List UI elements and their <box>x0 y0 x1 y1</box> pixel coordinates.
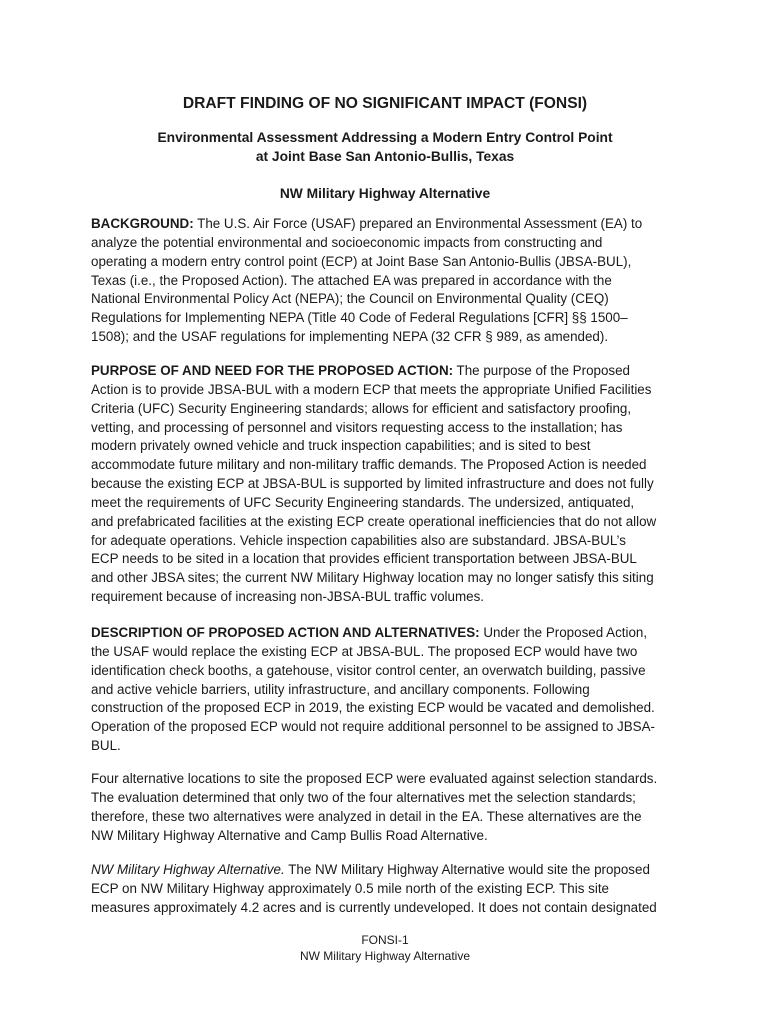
paragraph-line: and active vehicle barriers, utility infrastructure, and ancillary components. Following <box>91 681 590 697</box>
paragraph-line: operating a modern entry control point (ECP) at Joint Base San Antonio-Bullis (JBSA-BUL), <box>91 253 632 269</box>
paragraph-line: ECP needs to be sited in a location that provides efficient transportation between JBSA-BUL <box>91 551 637 567</box>
paragraph-line: Action is to provide JBSA-BUL with a modern ECP that meets the appropriate Unified Facilities <box>91 381 652 397</box>
footer-label: NW Military Highway Alternative <box>299 949 471 963</box>
paragraph-line: NW Military Highway Alternative. The NW Military Highway Alternative would site the proposed <box>91 862 650 877</box>
paragraph-line: DESCRIPTION OF PROPOSED ACTION AND ALTERNATIVES: Under the Proposed Action, <box>91 625 648 640</box>
paragraph-line: National Environmental Policy Act (NEPA); the Council on Environmental Quality (CEQ) <box>91 291 609 307</box>
nw-alternative-paragraph <box>91 861 691 918</box>
paragraph-line: modern privately owned vehicle and truck inspection capabilities; and is sited to best <box>91 438 591 454</box>
page-number: FONSI-1 <box>361 933 409 947</box>
paragraph-line: therefore, these two alternatives were analyzed in detail in the EA. These alternatives are the <box>91 808 642 824</box>
paragraph-line: construction of the proposed ECP in 2019, the existing ECP would be vacated and demolished. <box>91 700 655 716</box>
nw-alternative-heading: NW Military Highway Alternative. <box>91 862 285 877</box>
paragraph-line: The evaluation determined that only two of the four alternatives met the selection standards; <box>91 789 636 805</box>
purpose-paragraph <box>91 362 691 607</box>
paragraph-line: requirement because of increasing non-JBSA-BUL traffic volumes. <box>91 589 484 605</box>
paragraph-line: measures approximately 4.2 acres and is currently undeveloped. It does not contain designated <box>91 899 657 915</box>
page-footer <box>0 932 770 964</box>
paragraph-line: Operation of the proposed ECP would not require additional personnel to be assigned to JBSA- <box>91 719 656 735</box>
description-heading: DESCRIPTION OF PROPOSED ACTION AND ALTERNATIVES: <box>91 625 480 640</box>
background-paragraph <box>91 215 691 347</box>
document-subtitle <box>60 128 710 166</box>
paragraph-line: for adequate operations. Vehicle inspection capabilities also are substandard. JBSA-BUL’s <box>91 532 626 548</box>
purpose-heading: PURPOSE OF AND NEED FOR THE PROPOSED ACTION: <box>91 363 454 378</box>
paragraph-line: vetting, and processing of personnel and visitors requesting access to the installation; has <box>91 419 623 435</box>
document-title: DRAFT FINDING OF NO SIGNIFICANT IMPACT (FONSI) <box>182 95 588 112</box>
paragraph-line: Four alternative locations to site the proposed ECP were evaluated against selection standards. <box>91 771 658 786</box>
subtitle-line-2: at Joint Base San Antonio-Bullis, Texas <box>255 149 515 164</box>
alternative-heading: NW Military Highway Alternative <box>279 186 491 201</box>
paragraph-line: Regulations for Implementing NEPA (Title 40 Code of Federal Regulations [CFR] §§ 1500– <box>91 310 628 326</box>
paragraph-line: PURPOSE OF AND NEED FOR THE PROPOSED ACTION: The purpose of the Proposed <box>91 363 631 378</box>
paragraph-line: Texas (i.e., the Proposed Action). The attached EA was prepared in accordance with the <box>91 272 612 288</box>
paragraph-line: BUL. <box>91 738 121 754</box>
alternatives-paragraph <box>91 770 691 845</box>
subtitle-line-1: Environmental Assessment Addressing a Modern Entry Control Point <box>157 130 613 145</box>
paragraph-line: BACKGROUND: The U.S. Air Force (USAF) prepared an Environmental Assessment (EA) to <box>91 216 643 231</box>
paragraph-line: and prefabricated facilities at the existing ECP create operational inefficiencies that do not allow <box>91 513 657 529</box>
description-paragraph <box>91 624 691 756</box>
paragraph-line: 1508); and the USAF regulations for implementing NEPA (32 CFR § 989, as amended). <box>91 329 609 345</box>
paragraph-line: and other JBSA sites; the current NW Military Highway location may no longer satisfy this siting <box>91 570 654 586</box>
paragraph-line: NW Military Highway Alternative and Camp Bullis Road Alternative. <box>91 827 488 843</box>
background-heading: BACKGROUND: <box>91 216 194 231</box>
paragraph-line: Criteria (UFC) Security Engineering standards; allows for efficient and satisfactory proofing, <box>91 400 632 416</box>
paragraph-line: meet the requirements of UFC Security Engineering standards. The undersized, antiquated, <box>91 494 635 510</box>
paragraph-line: the USAF would replace the existing ECP at JBSA-BUL. The proposed ECP would have two <box>91 643 638 659</box>
paragraph-line: because the existing ECP at JBSA-BUL is supported by limited infrastructure and does not fully <box>91 476 654 492</box>
paragraph-line: analyze the potential environmental and socioeconomic impacts from constructing and <box>91 234 603 250</box>
paragraph-line: accommodate future military and non-military traffic demands. The Proposed Action is needed <box>91 457 647 473</box>
paragraph-line: identification check booths, a gatehouse, visitor control center, an overwatch building, passive <box>91 662 646 678</box>
paragraph-line: ECP on NW Military Highway approximately 0.5 mile north of the existing ECP. This site <box>91 880 609 896</box>
